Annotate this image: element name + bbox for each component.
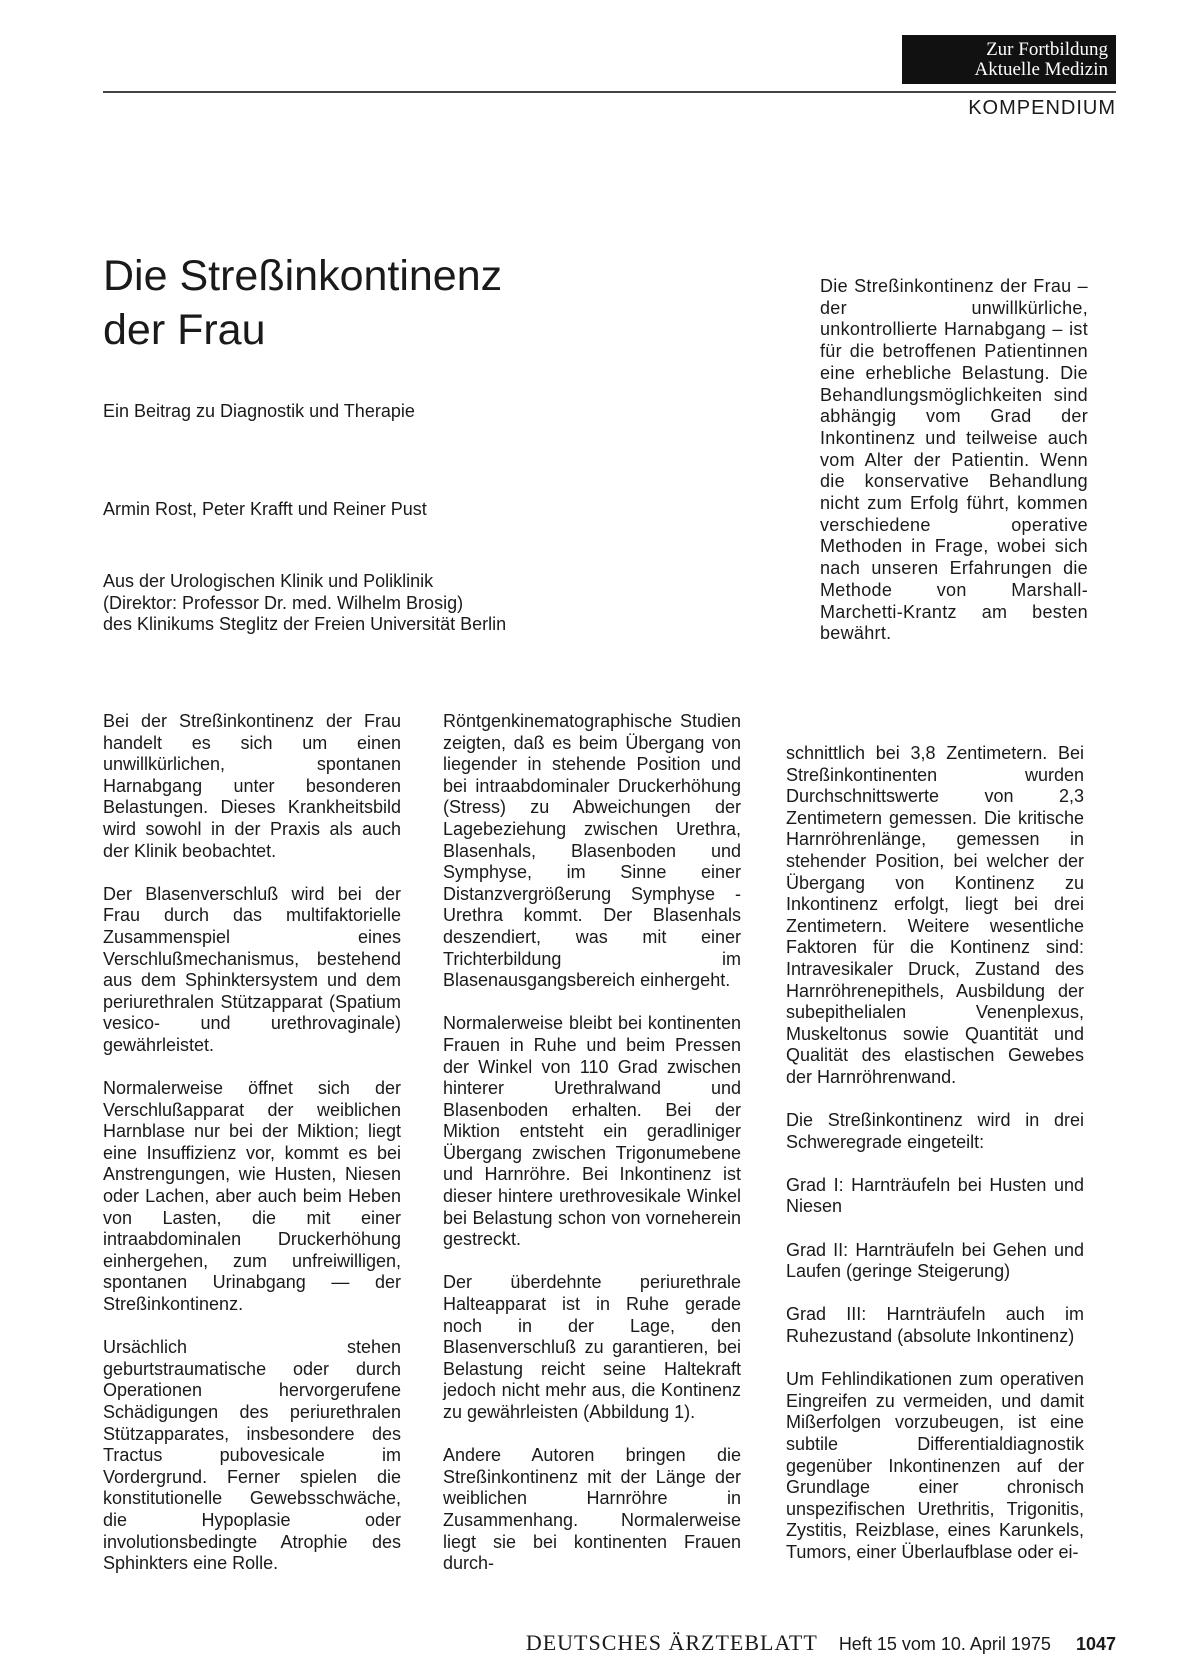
section-label: KOMPENDIUM	[968, 97, 1116, 119]
body-paragraph: Der Blasenverschluß wird bei der Frau durch das multifaktorielle Zusammenspiel eines Verschlußmechanismus, bestehend aus dem Sphinktersystem und dem periurethralen Stützapparat (Spatium vesico- und urethrovaginale) gewährleistet.	[103, 883, 401, 1055]
body-paragraph: Um Fehlindikationen zum operativen Eingreifen zu vermeiden, und damit Mißerfolgen vorzubeugen, ist eine subtile Differentialdiagnostik gegenüber Inkontinenzen auf der Grundlage einer chronisch unspezifischen Urethritis, Trigonitis, Zystitis, Reizblase, eines Karunkels, Tumors, einer Überlaufblase oder ei-	[786, 1369, 1084, 1562]
title-line-2: der Frau	[103, 306, 266, 354]
affiliation-line: Aus der Urologischen Klinik und Poliklinik	[103, 571, 434, 591]
article-title	[103, 249, 723, 357]
article-affiliation	[103, 571, 506, 636]
page-footer	[526, 1630, 1116, 1656]
grade-item: Grad I: Harnträufeln bei Husten und Niesen	[786, 1174, 1084, 1217]
article-authors: Armin Rost, Peter Krafft und Reiner Pust	[103, 499, 427, 519]
badge-line-2: Aktuelle Medizin	[974, 59, 1108, 80]
journal-name: DEUTSCHES ÄRZTEBLATT	[525, 1630, 818, 1655]
body-paragraph: Ursächlich stehen geburtstraumatische oder durch Operationen hervorgerufene Schädigungen des periurethralen Stützapparates, insbesondere des Tractus pubovesicale im Vordergrund. Ferner spielen die konstitutionelle Gewebsschwäche, die Hypoplasie oder involutionsbedingte Atrophie des Sphinkters eine Rolle.	[103, 1337, 401, 1574]
affiliation-line: (Direktor: Professor Dr. med. Wilhelm Brosig)	[103, 592, 464, 613]
page-number: 1047	[1075, 1634, 1116, 1654]
body-paragraph: schnittlich bei 3,8 Zentimetern. Bei Streßinkontinenten wurden Durchschnittswerte von 2,3 Zentimetern gemessen. Die kritische Harnröhrenlänge, gemessen in stehender Position, bei welcher der Übergang von Kontinenz zu Inkontinenz erfolgt, liegt bei drei Zentimetern. Weitere wesentliche Faktoren für die Kontinenz sind: Intravesikaler Druck, Zustand des Harnröhrenepithels, Ausbildung der subepithelialen Venenplexus, Muskeltonus sowie Quantität und Qualität des elastischen Gewebes der Harnröhrenwand.	[786, 743, 1084, 1087]
body-paragraph: Der überdehnte periurethrale Halteapparat ist in Ruhe gerade noch in der Lage, den Blasenverschluß zu garantieren, bei Belastung reicht seine Haltekraft jedoch nicht mehr aus, die Kontinenz zu gewährleisten (Abbildung 1).	[443, 1272, 741, 1422]
body-column-3	[786, 743, 1084, 1564]
grade-item: Grad III: Harnträufeln auch im Ruhezustand (absolute Inkontinenz)	[786, 1304, 1084, 1347]
affiliation-line: des Klinikums Steglitz der Freien Universität Berlin	[103, 614, 507, 634]
body-paragraph: Röntgenkinematographische Studien zeigten, daß es beim Übergang von liegender in stehende Position und bei intraabdominaler Druckerhöhung (Stress) zu Abweichungen der Lagebeziehung zwischen Urethra, Blasenhals, Blasenboden und Symphyse, im Sinne einer Distanzvergrößerung Symphyse - Urethra kommt. Der Blasenhals deszendiert, was mit einer Trichterbildung im Blasenausgangsbereich einhergeht.	[443, 711, 741, 991]
body-paragraph: Normalerweise bleibt bei kontinenten Frauen in Ruhe und beim Pressen der Winkel von 110 Grad zwischen hinterer Urethralwand und Blasenboden erhalten. Bei der Miktion entsteht ein geradliniger Übergang zwischen Trigonumebene und Harnröhre. Bei Inkontinenz ist dieser hintere urethrovesikale Winkel bei Belastung schon von vorneherein gestreckt.	[443, 1013, 741, 1250]
body-paragraph: Die Streßinkontinenz wird in drei Schweregrade eingeteilt:	[786, 1110, 1084, 1152]
grade-item: Grad II: Harnträufeln bei Gehen und Laufen (geringe Steigerung)	[786, 1239, 1084, 1282]
body-paragraph: Bei der Streßinkontinenz der Frau handelt es sich um einen unwillkürlichen, spontanen Harnabgang unter besonderen Belastungen. Dieses Krankheitsbild wird sowohl in der Praxis als auch der Klinik beobachtet.	[103, 711, 401, 861]
section-badge	[902, 35, 1116, 84]
article-subtitle: Ein Beitrag zu Diagnostik und Therapie	[103, 401, 415, 421]
header-rule	[103, 91, 1116, 93]
article-abstract: Die Streßinkontinenz der Frau – der unwillkürliche, unkontrollierte Harnabgang – ist für die betroffenen Patientinnen eine erhebliche Belastung. Die Behandlungsmöglichkeiten sind abhängig vom Grad der Inkontinenz und teilweise auch vom Alter der Patientin. Wenn die konservative Behandlung nicht zum Erfolg führt, kommen verschiedene operative Methoden in Frage, wobei sich nach unseren Erfahrungen die Methode von Marshall-Marchetti-Krantz am besten bewährt.	[820, 276, 1088, 644]
title-line-1: Die Streßinkontinenz	[103, 252, 503, 300]
body-column-1	[103, 711, 401, 1575]
badge-line-1: Zur Fortbildung	[986, 39, 1108, 60]
body-paragraph: Normalerweise öffnet sich der Verschlußapparat der weiblichen Harnblase nur bei der Miktion; liegt eine Insuffizienz vor, kommt es bei Anstrengungen, wie Husten, Niesen oder Lachen, aber auch beim Heben von Lasten, die mit einer intraabdominalen Druckerhöhung einhergehen, zum unfreiwilligen, spontanen Urinabgang — der Streßinkontinenz.	[103, 1078, 401, 1315]
body-column-2	[443, 711, 741, 1575]
issue-info: Heft 15 vom 10. April 1975	[838, 1634, 1051, 1654]
body-paragraph: Andere Autoren bringen die Streßinkontinenz mit der Länge der weiblichen Harnröhre in Zusammenhang. Normalerweise liegt sie bei kontinenten Frauen durch-	[443, 1445, 741, 1574]
